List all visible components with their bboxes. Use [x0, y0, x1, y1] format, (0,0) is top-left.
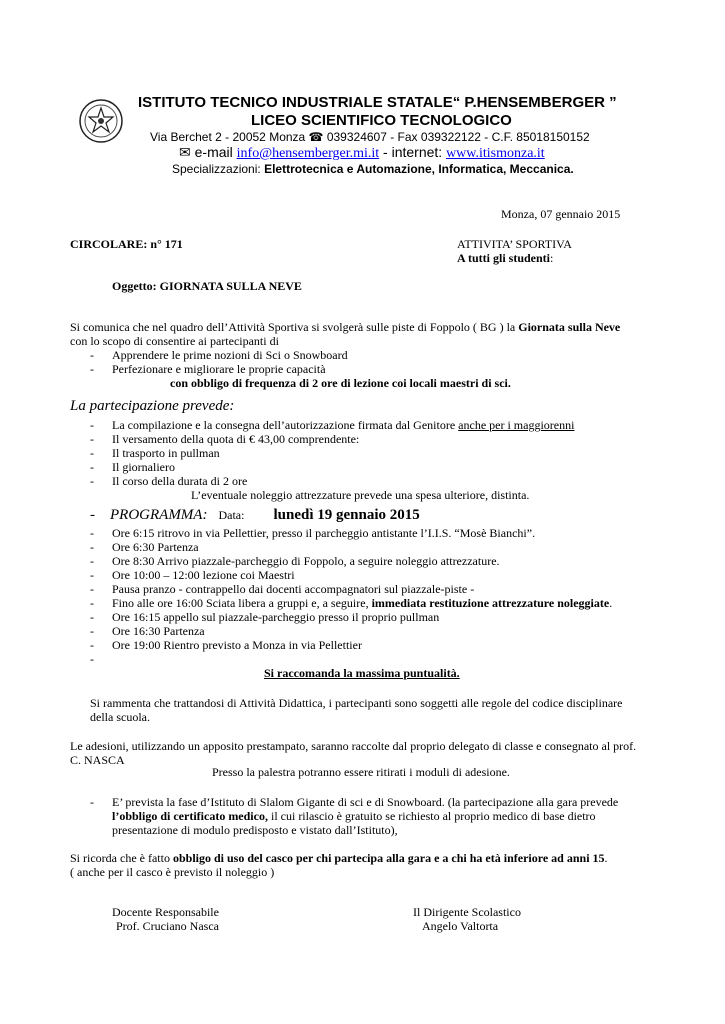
intro-text: Si comunica che nel quadro dell’Attività Sportiva si svolgerà sulle piste di Foppolo ( BG ) la [70, 320, 519, 334]
discipline-line-2: della scuola. [90, 710, 150, 724]
program-item-text: Pausa pranzo - contrappello dai docenti accompagnatori sul piazzale-piste - [112, 582, 475, 596]
participation-heading: La partecipazione prevede: [70, 398, 235, 414]
program-item-empty: - [90, 652, 94, 666]
program-item-text: Ore 10:00 – 12:00 lezione coi Maestri [112, 568, 295, 582]
school-subtitle: LICEO SCIENTIFICO TECNOLOGICO [251, 112, 512, 129]
program-item-text: Ore 6:30 Partenza [112, 540, 199, 554]
signature-right-title: Il Dirigente Scolastico [413, 905, 521, 919]
school-name: ISTITUTO TECNICO INDUSTRIALE STATALE“ P.HENSEMBERGER ” [138, 94, 617, 111]
program-item-text: Fino alle ore 16:00 Sciata libera a gruppi e, a seguire, [112, 596, 372, 610]
document-date: Monza, 07 gennaio 2015 [501, 207, 621, 221]
helmet-note-2: ( anche per il casco è previsto il noleggio ) [70, 865, 275, 879]
program-item-text: Ore 19:00 Rientro previsto a Monza in via Pellettier [112, 638, 362, 652]
program-label: PROGRAMMA: [110, 507, 208, 523]
slalom-line-2: il cui rilascio è gratuito se richiesto al proprio medico di base dietro [267, 809, 596, 823]
signature-left-name: Prof. Cruciano Nasca [116, 919, 219, 933]
program-item-text: Ore 16:15 appello sul piazzale-parcheggio presso il proprio pullman [112, 610, 440, 624]
rental-note: L’eventuale noleggio attrezzature prevede una spesa ulteriore, distinta. [191, 488, 530, 502]
website-link[interactable]: www.itismonza.it [446, 146, 545, 161]
helmet-note [70, 851, 608, 866]
internet-label: - internet: [383, 144, 443, 160]
recipients [457, 251, 553, 266]
program-item-bold: immediata restituzione attrezzature noleggiate [371, 596, 610, 610]
participation-text: Il corso della durata di 2 ore [112, 474, 248, 488]
gym-note: Presso la palestra potranno essere ritirati i moduli di adesione. [212, 765, 510, 779]
program-item-period: . [609, 596, 613, 610]
signature-right-name: Angelo Valtorta [422, 919, 499, 933]
circolare-number: CIRCOLARE: n° 171 [70, 237, 183, 251]
signature-left-title: Docente Responsabile [112, 905, 219, 919]
email-link[interactable]: info@hensemberger.mi.it [236, 146, 380, 161]
specializations [172, 162, 574, 176]
contact-line [179, 144, 545, 162]
participation-underlined: anche per i maggiorenni [458, 418, 575, 432]
program-data-label: Data: [218, 508, 245, 522]
spec-label: Specializzazioni: [172, 162, 261, 176]
participation-text: Il trasporto in pullman [112, 446, 220, 460]
obligation-note: con obbligo di frequenza di 2 ore di lezione coi locali maestri di sci. [170, 376, 511, 390]
helmet-text: Si ricorda che è fatto [70, 851, 173, 865]
envelope-icon: ✉ [179, 144, 191, 160]
intro-line-2: con lo scopo di consentire ai partecipanti di [70, 334, 279, 348]
intro-bullet-text: Apprendere le prime nozioni di Sci o Snowboard [112, 348, 348, 362]
adhesion-line-2: C. NASCA [70, 753, 125, 767]
program-item-text: Ore 16:30 Partenza [112, 624, 205, 638]
slalom-line-3: presentazione di modulo predisposto e vistato dall’Istituto), [112, 823, 398, 837]
program-item-text: Ore 6:15 ritrovo in via Pellettier, presso il parcheggio antistante l’I.I.S. “Mosè Bianchi”. [112, 526, 536, 540]
slalom-certificate: l’obbligo di certificato medico, [112, 809, 268, 823]
subject [112, 279, 302, 294]
participation-text: La compilazione e la consegna dell’autorizzazione firmata dal Genitore [112, 418, 459, 432]
intro-bullet-text: Perfezionare e migliorare le proprie capacità [112, 362, 326, 376]
subject-label: Oggetto: [112, 279, 157, 293]
school-seal-logo [78, 96, 124, 146]
school-address: Via Berchet 2 - 20052 Monza ☎ 039324607 - Fax 039322122 - C.F. 85018150152 [150, 130, 590, 144]
program-heading: - PROGRAMMA: Data: lunedì 19 gennaio 2015 [90, 507, 420, 523]
intro-event-name: Giornata sulla Neve [518, 320, 621, 334]
program-date: lunedì 19 gennaio 2015 [273, 507, 420, 523]
punctuality-note: Si raccomanda la massima puntualità. [264, 666, 460, 680]
spec-value: Elettrotecnica e Automazione, Informatica, Meccanica. [264, 162, 574, 176]
recipients-text: A tutti gli studenti [457, 251, 551, 265]
intro-line-1 [70, 320, 620, 335]
recipients-colon: : [550, 251, 554, 265]
participation-text: Il versamento della quota di € 43,00 comprendente: [112, 432, 360, 446]
email-label: e-mail [194, 144, 233, 160]
discipline-line-1: Si rammenta che trattandosi di Attività Didattica, i partecipanti sono soggetti alle regole del codice disciplinare [90, 696, 623, 710]
participation-text: Il giornaliero [112, 460, 175, 474]
helmet-bold: obbligo di uso del casco per chi partecipa alla gara e a chi ha età inferiore ad anni 15 [172, 851, 605, 865]
slalom-line-1: E’ prevista la fase d’Istituto di Slalom Gigante di sci e di Snowboard. (la partecipazione alla gara prevede [112, 795, 619, 809]
helmet-period: . [604, 851, 608, 865]
subject-value: GIORNATA SULLA NEVE [159, 279, 302, 293]
adhesion-line-1: Le adesioni, utilizzando un apposito prestampato, saranno raccolte dal proprio delegato di classe e consegnato al prof. [70, 739, 637, 753]
category: ATTIVITA’ SPORTIVA [457, 237, 572, 251]
program-item-text: Ore 8:30 Arrivo piazzale-parcheggio di Foppolo, a seguire noleggio attrezzature. [112, 554, 500, 568]
